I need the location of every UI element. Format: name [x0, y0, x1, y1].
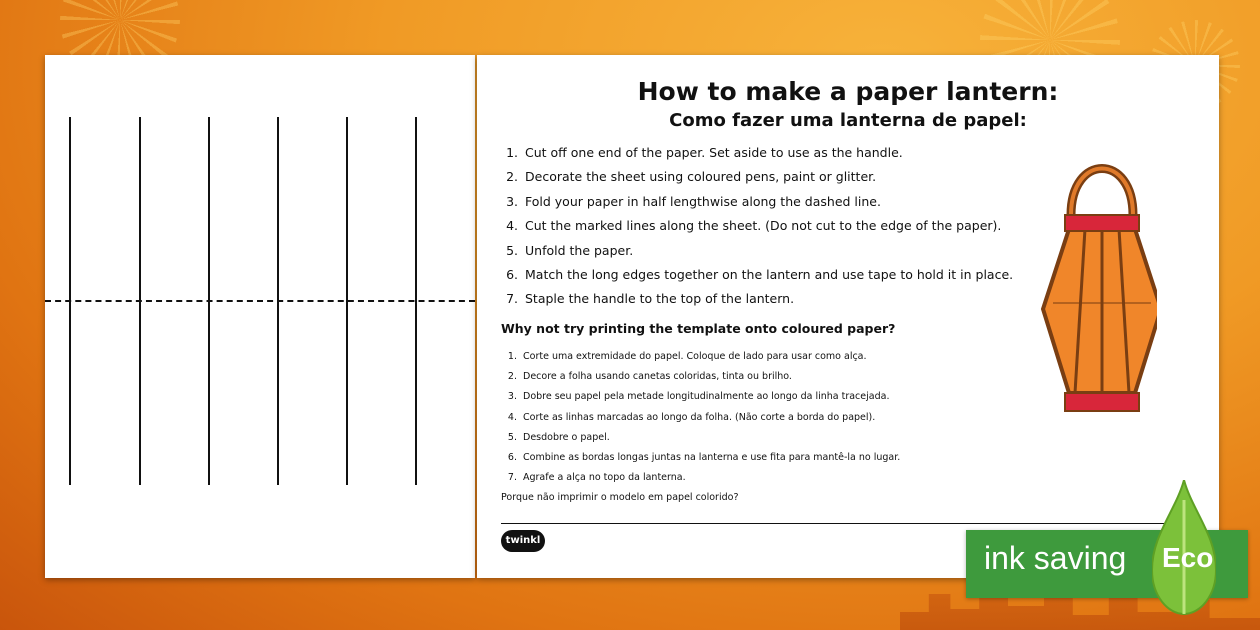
- list-item: [501, 194, 1013, 218]
- ink-saving-badge: [966, 530, 1248, 598]
- list-item: [501, 169, 1013, 193]
- fold-dashed-line: [45, 300, 475, 302]
- step-text: Combine as bordas longas juntas na lanterna e use fita para mantê-la no lugar.: [523, 451, 901, 463]
- step-number: 3.: [506, 193, 518, 209]
- step-number: 4.: [507, 411, 517, 423]
- list-item: [507, 391, 900, 411]
- twinkl-logo: twinkl: [501, 530, 545, 552]
- list-item: [507, 472, 900, 492]
- step-text: Match the long edges together on the lantern and use tape to hold it in place.: [525, 266, 1014, 282]
- step-text: Desdobre o papel.: [523, 431, 610, 443]
- step-number: 6.: [506, 266, 518, 282]
- list-item: [501, 243, 1013, 267]
- step-number: 5.: [507, 431, 517, 443]
- ink-saving-label: ink saving: [984, 540, 1127, 576]
- list-item: [507, 371, 900, 391]
- list-item: [501, 145, 1013, 169]
- step-text: Staple the handle to the top of the lantern.: [525, 291, 795, 307]
- list-item: [507, 351, 900, 371]
- step-text: Decore a folha usando canetas coloridas, tinta ou brilho.: [523, 371, 792, 383]
- footer-divider: [501, 523, 1191, 524]
- tip-english: Why not try printing the template onto coloured paper?: [501, 321, 896, 336]
- step-number: 5.: [506, 242, 518, 258]
- step-text: Cut off one end of the paper. Set aside to use as the handle.: [525, 145, 903, 160]
- lantern-bottom-band: [1065, 393, 1139, 411]
- step-number: 2.: [506, 169, 518, 185]
- eco-label: Eco: [1162, 542, 1214, 573]
- list-item: [507, 452, 900, 472]
- lantern-top-band: [1065, 215, 1139, 231]
- tip-portuguese: Porque não imprimir o modelo em papel colorido?: [501, 492, 739, 503]
- step-number: 2.: [507, 371, 517, 383]
- step-text: Dobre seu papel pela metade longitudinalmente ao longo da linha tracejada.: [523, 391, 890, 403]
- lantern-handle: [1071, 169, 1133, 216]
- paper-lantern-illustration: [1037, 153, 1157, 423]
- lantern-template-sheet: [45, 55, 475, 578]
- step-text: Unfold the paper.: [525, 242, 634, 258]
- step-number: 6.: [507, 451, 517, 463]
- lantern-body: [1043, 229, 1157, 393]
- step-number: 4.: [506, 218, 518, 234]
- steps-list-portuguese: [507, 351, 900, 492]
- page-subtitle: Como fazer uma lanterna de papel:: [669, 110, 1027, 131]
- step-text: Decorate the sheet using coloured pens, paint or glitter.: [525, 169, 877, 185]
- list-item: [507, 412, 900, 432]
- step-number: 7.: [507, 472, 517, 484]
- page-title: How to make a paper lantern:: [637, 77, 1059, 106]
- step-number: 1.: [506, 145, 518, 160]
- step-number: 3.: [507, 391, 517, 403]
- step-text: Agrafe a alça no topo da lanterna.: [523, 472, 686, 484]
- list-item: [507, 432, 900, 452]
- steps-list-english: [501, 145, 1013, 316]
- list-item: [501, 267, 1013, 291]
- step-number: 1.: [507, 351, 517, 362]
- list-item: [501, 218, 1013, 242]
- instructions-sheet: [477, 55, 1219, 578]
- step-text: Corte uma extremidade do papel. Coloque de lado para usar como alça.: [523, 351, 867, 362]
- step-text: Cut the marked lines along the sheet. (Do not cut to the edge of the paper).: [525, 218, 1002, 234]
- step-number: 7.: [506, 291, 518, 307]
- step-text: Fold your paper in half lengthwise along the dashed line.: [525, 193, 881, 209]
- list-item: [501, 291, 1013, 315]
- step-text: Corte as linhas marcadas ao longo da folha. (Não corte a borda do papel).: [523, 411, 876, 423]
